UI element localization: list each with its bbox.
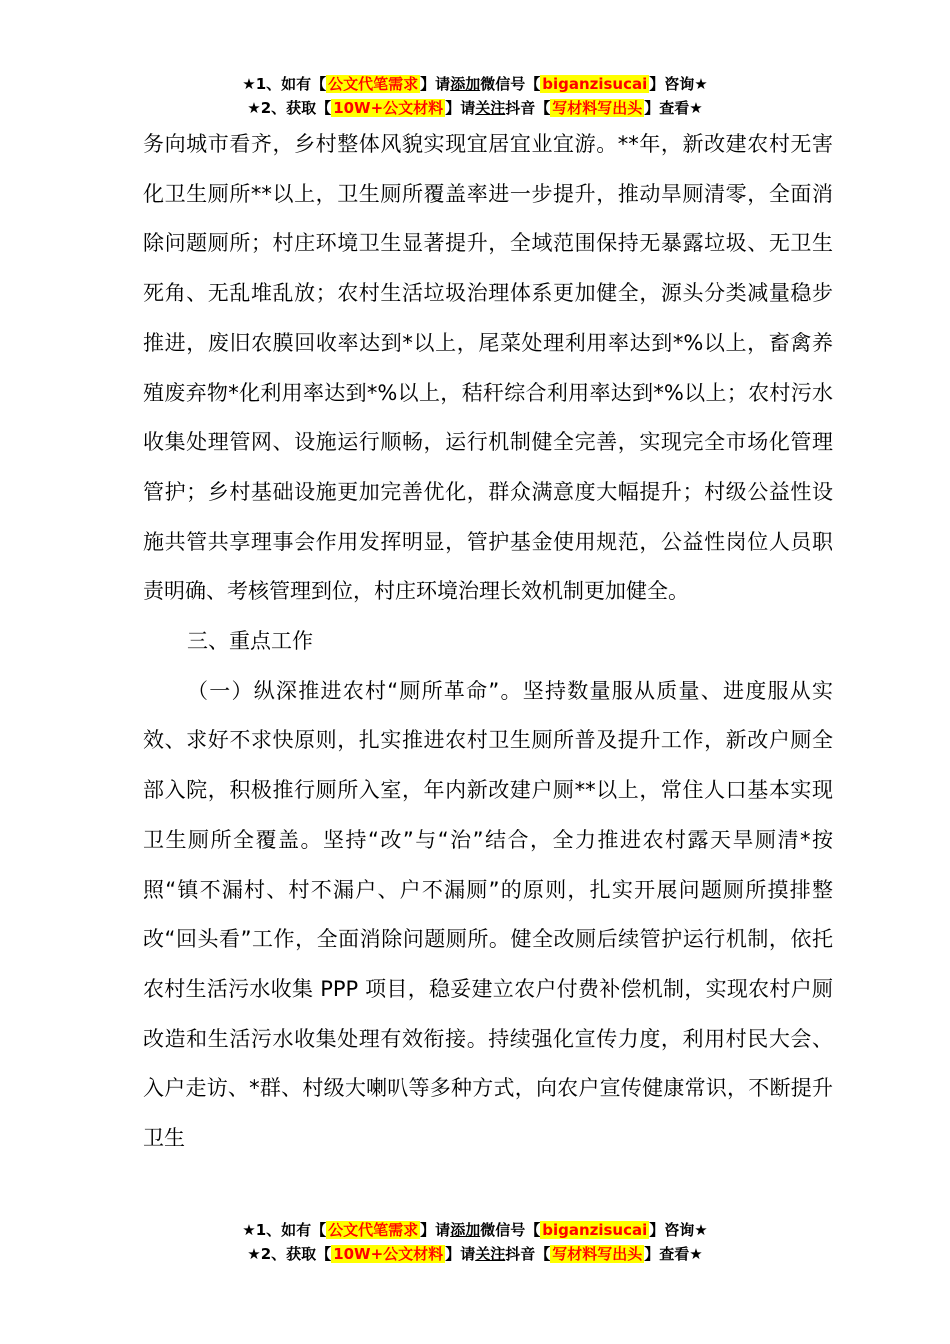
section-heading: 三、重点工作 [187, 629, 313, 654]
paragraph: （一）纵深推进农村“厕所革命”。坚持数量服从质量、进度服从实效、求好不求快原则，扎实推进农村卫生厕所普及提升工作，新改户厕全部入院，积极推行厕所入室，年内新改建户厕**以上，常住人口基本实现卫生厕所全覆盖。坚持“改”与“治”结合，全力推进农村露天旱厕清*按照“镇不漏村、村不漏户、户不漏厕”的原则，扎实开展问题厕所摸排整改“回头看”工作，全面消除问题厕所。健全改厕后续管护运行机制，依托农村生活污水收集 PPP 项目，稳妥建立农户付费补偿机制，实现农村户厕改造和生活污水收集处理有效衔接。持续强化宣传力度，利用村民大会、入户走访、*群、村级大喇叭等多种方式，向农户宣传健康常识，不断提升卫生 [143, 678, 833, 1151]
bottom-banner [0, 1218, 950, 1266]
banner-line-2: ★2、获取【 10W+公文材料 】请关注抖音【 写材料写出头 】查看★ [247, 99, 703, 117]
banner-highlight: 公文代笔需求 [328, 1221, 419, 1239]
banner-line-1: ★1、如有【 公文代笔需求 】请添加微信号【 biganzisucai 】咨询★ [242, 75, 708, 93]
banner-highlight: 写材料写出头 [552, 1245, 643, 1263]
banner-highlight: 10W+公文材料 [333, 1245, 444, 1263]
banner-line-1: ★1、如有【 公文代笔需求 】请添加微信号【 biganzisucai 】咨询★ [242, 1221, 708, 1239]
banner-highlight: biganzisucai [542, 75, 648, 93]
banner-highlight: 10W+公文材料 [333, 99, 444, 117]
banner-highlight: 公文代笔需求 [328, 75, 419, 93]
banner-highlight: biganzisucai [542, 1221, 648, 1239]
banner-line-2: ★2、获取【 10W+公文材料 】请关注抖音【 写材料写出头 】查看★ [247, 1245, 703, 1263]
top-banner [0, 72, 950, 120]
document-body [143, 120, 833, 1164]
paragraph: 务向城市看齐，乡村整体风貌实现宜居宜业宜游。**年，新改建农村无害化卫生厕所**以上，卫生厕所覆盖率进一步提升，推动旱厕清零，全面消除问题厕所；村庄环境卫生显著提升，全域范围保持无暴露垃圾、无卫生死角、无乱堆乱放；农村生活垃圾治理体系更加健全，源头分类减量稳步推进，废旧农膜回收率达到*以上，尾菜处理利用率达到*%以上，畜禽养殖废弃物*化利用率达到*%以上，秸秆综合利用率达到*%以上；农村污水收集处理管网、设施运行顺畅，运行机制健全完善，实现完全市场化管理管护；乡村基础设施更加完善优化，群众满意度大幅提升；村级公益性设施共管共享理事会作用发挥明显，管护基金使用规范，公益性岗位人员职责明确、考核管理到位，村庄环境治理长效机制更加健全。 [143, 132, 833, 604]
banner-highlight: 写材料写出头 [552, 99, 643, 117]
